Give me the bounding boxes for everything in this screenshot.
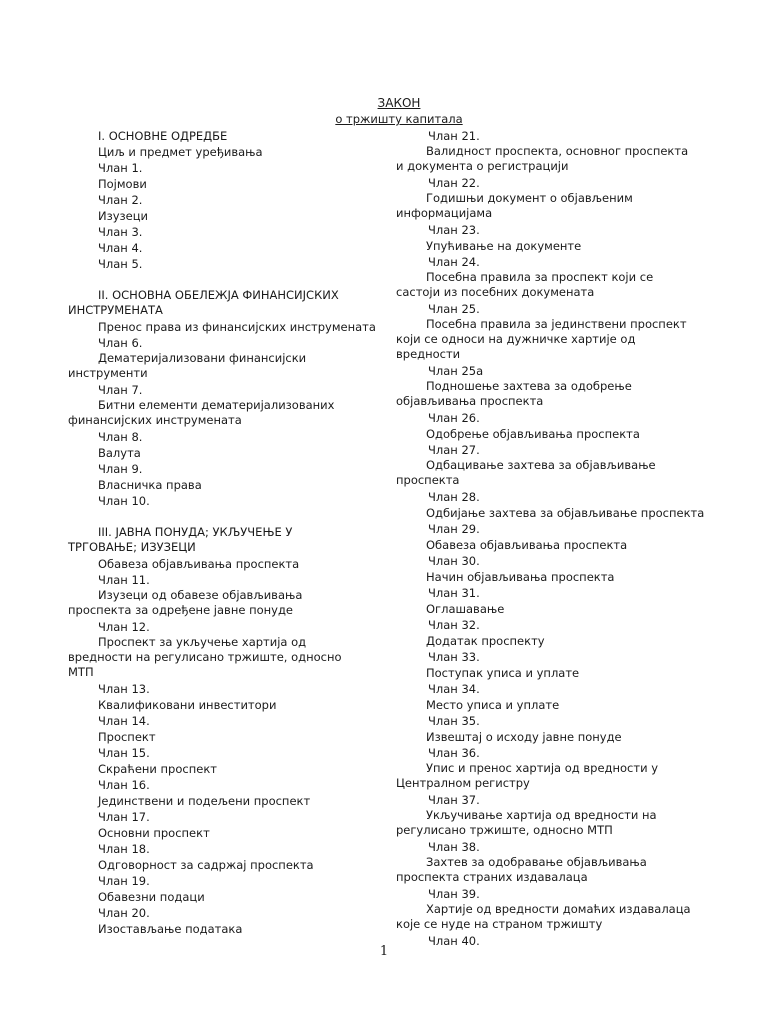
section-heading: II. ОСНОВНА ОБЕЛЕЖЈА ФИНАНСИЈСКИХ ИНСТРУМЕНАТА: [68, 288, 339, 317]
toc-entry: Хартије од вредности домаћих издавалаца које се нуде на страном тржишту: [396, 902, 691, 931]
toc-entry: Члан 8.: [98, 430, 143, 444]
toc-entry: Обавеза објављивања проспекта: [98, 557, 300, 571]
section-heading: I. ОСНОВНЕ ОДРЕДБЕ: [98, 129, 228, 143]
toc-entry: Члан 16.: [98, 778, 150, 792]
toc-entry: Упис и пренос хартија од вредности у Централном регистру: [396, 761, 659, 790]
toc-entry: Подношење захтева за одобрење објављивања проспекта: [396, 379, 632, 408]
toc-entry: Члан 5.: [98, 257, 143, 271]
article-number: Члан 22.: [428, 176, 480, 190]
toc-entry: Члан 7.: [98, 383, 143, 397]
article-number: Члан 25.: [428, 302, 480, 316]
toc-entry: Оглашавање: [426, 602, 505, 616]
toc-entry: Члан 15.: [98, 746, 150, 760]
article-number: Члан 29.: [428, 522, 480, 536]
article-number: Члан 28.: [428, 490, 480, 504]
toc-entry: Укључивање хартија од вредности на регулисано тржиште, односно МТП: [396, 808, 657, 837]
page-number: 1: [379, 944, 389, 959]
toc-entry: Скраћени проспект: [98, 762, 217, 776]
toc-entry: Посебна правила за јединствени проспект који се односи на дужничке хартије од вредности: [396, 317, 687, 361]
article-number: Члан 23.: [428, 223, 480, 237]
toc-entry: Појмови: [98, 177, 147, 191]
toc-entry: Проспект: [98, 730, 156, 744]
toc-entry: Пренос права из финансијских инструмената: [98, 320, 376, 334]
toc-entry: Члан 9.: [98, 462, 143, 476]
toc-entry: Начин објављивања проспекта: [426, 570, 615, 584]
toc-entry: Захтев за одобравање објављивања проспекта страних издавалаца: [396, 855, 647, 884]
article-number: Члан 40.: [428, 934, 480, 948]
article-number: Члан 34.: [428, 682, 480, 696]
article-number: Члан 37.: [428, 793, 480, 807]
spacer: [68, 509, 368, 525]
toc-entry: Члан 20.: [98, 906, 150, 920]
toc-entry: Посебна правила за проспект који се састоји из посебних докумената: [396, 270, 654, 299]
toc-entry: Валута: [98, 446, 141, 460]
article-number: Члан 38.: [428, 840, 480, 854]
article-number: Члан 39.: [428, 887, 480, 901]
toc-right-column: [396, 128, 705, 949]
toc-entry: Додатак проспекту: [426, 634, 545, 648]
article-number: Члан 31.: [428, 586, 480, 600]
article-number: Члан 32.: [428, 618, 480, 632]
toc-entry: Јединствени и подељени проспект: [98, 794, 311, 808]
toc-entry: Дематеријализовани финансијски инструменти: [68, 351, 307, 380]
toc-entry: Одбијање захтева за објављивање проспекта: [426, 506, 705, 520]
document-title: ЗАКОН: [377, 96, 421, 110]
toc-entry: Члан 6.: [98, 336, 143, 350]
document-subtitle: о тржишту капитала: [335, 112, 463, 126]
toc-entry: Извештај о исходу јавне понуде: [426, 730, 622, 744]
article-number: Члан 33.: [428, 650, 480, 664]
toc-entry: Члан 13.: [98, 682, 150, 696]
toc-entry: Члан 10.: [98, 494, 150, 508]
toc-entry: Члан 18.: [98, 842, 150, 856]
toc-entry: Члан 17.: [98, 810, 150, 824]
article-number: Члан 36.: [428, 746, 480, 760]
article-number: Члан 30.: [428, 554, 480, 568]
toc-entry: Одобрење објављивања проспекта: [426, 427, 640, 441]
toc-entry: Члан 11.: [98, 573, 150, 587]
toc-entry: Место уписа и уплате: [426, 698, 560, 712]
toc-entry: Изузеци: [98, 209, 149, 223]
article-number: Члан 35.: [428, 714, 480, 728]
toc-entry: Упућивање на документе: [426, 239, 582, 253]
toc-entry: Члан 19.: [98, 874, 150, 888]
article-number: Члан 26.: [428, 411, 480, 425]
toc-entry: Обавеза објављивања проспекта: [426, 538, 628, 552]
toc-entry: Члан 2.: [98, 193, 143, 207]
toc-entry: Проспект за укључење хартија од вредности на регулисано тржиште, односно МТП: [68, 635, 342, 679]
toc-entry: Члан 3.: [98, 225, 143, 239]
toc-entry: Члан 1.: [98, 161, 143, 175]
article-number: Члан 25а: [428, 364, 484, 378]
toc-entry: Поступак уписа и уплате: [426, 666, 580, 680]
toc-entry: Циљ и предмет уређивања: [98, 145, 263, 159]
toc-entry: Изузеци од обавезе објављивања проспекта за одређене јавне понуде: [68, 588, 303, 617]
toc-entry: Годишњи документ о објављеним информацијама: [396, 191, 633, 220]
toc-entry: Члан 4.: [98, 241, 143, 255]
toc-entry: Битни елементи дематеријализованих финансијских инструмената: [68, 398, 335, 427]
toc-entry: Основни проспект: [98, 826, 210, 840]
toc-entry: Власничка права: [98, 478, 202, 492]
spacer: [68, 272, 368, 288]
article-number: Члан 21.: [428, 129, 480, 143]
toc-entry: Квалификовани инвеститори: [98, 698, 277, 712]
article-number: Члан 24.: [428, 255, 480, 269]
section-heading: III. ЈАВНА ПОНУДА; УКЉУЧЕЊЕ У ТРГОВАЊЕ; ИЗУЗЕЦИ: [68, 525, 293, 554]
toc-entry: Валидност проспекта, основног проспекта и документа о регистрацији: [396, 144, 689, 173]
toc-entry: Одговорност за садржај проспекта: [98, 858, 314, 872]
toc-entry: Члан 14.: [98, 714, 150, 728]
toc-entry: Одбацивање захтева за објављивање проспекта: [396, 458, 656, 487]
toc-entry: Члан 12.: [98, 620, 150, 634]
toc-entry: Обавезни подаци: [98, 890, 205, 904]
toc-entry: Изостављање података: [98, 922, 243, 936]
toc-left-column: [68, 128, 376, 937]
article-number: Члан 27.: [428, 443, 480, 457]
